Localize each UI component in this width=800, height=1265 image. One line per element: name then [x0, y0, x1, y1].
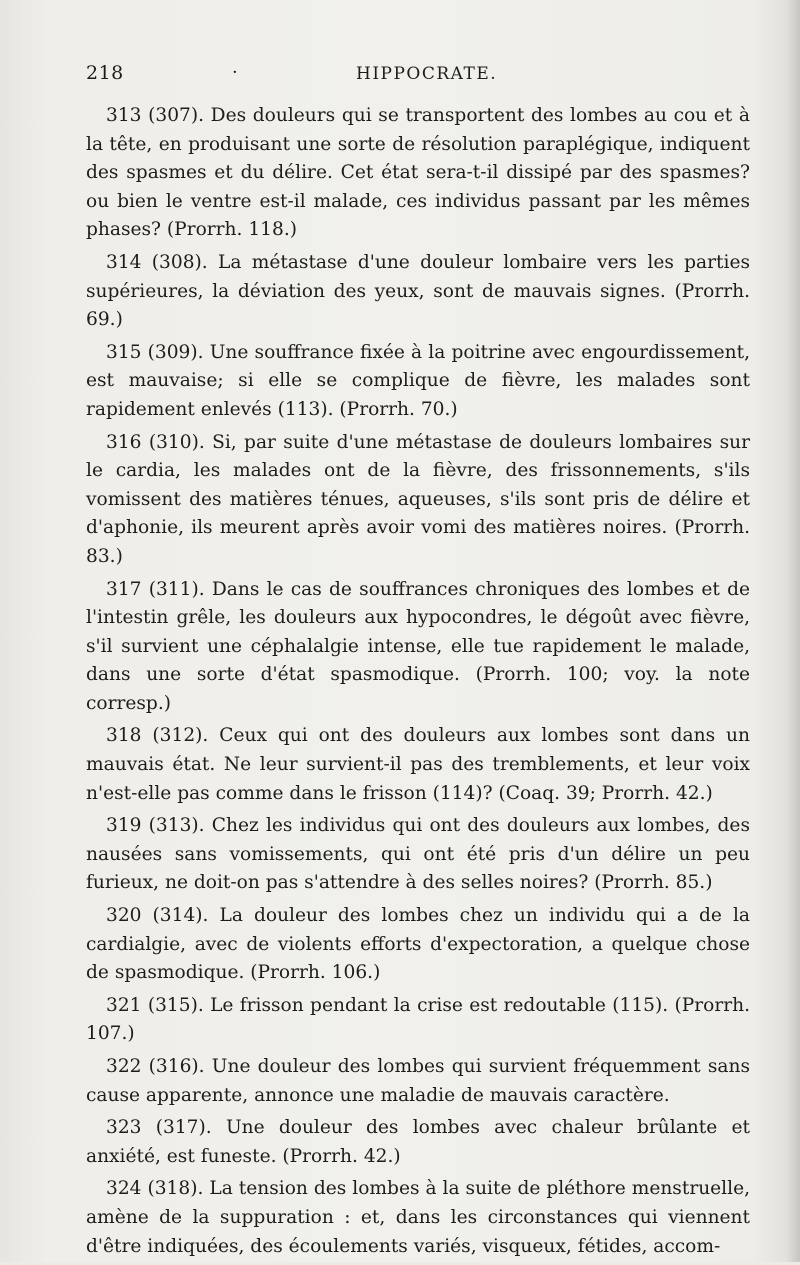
aphorism-number: 315 (309). [106, 341, 204, 363]
aphorism-text: Une douleur des lombes qui survient fréquemment sans cause apparente, annonce une maladie de mauvais caractère. [86, 1056, 750, 1106]
aphorism-number: 321 (315). [106, 994, 204, 1016]
aphorism-text: La tension des lombes à la suite de pléthore menstruelle, amène de la suppuration : et, dans les circonstances qui viennent d'être indiquées, des écoulements variés, visqueux, fétides, accom- [86, 1178, 750, 1257]
aphorism-number: 313 (307). [106, 105, 205, 126]
aphorism-text: Si, par suite d'une métastase de douleurs lombaires sur le cardia, les malades ont de la fièvre, des frissonnements, s'ils vomissent des matières ténues, aqueuses, s'ils sont pris de délire et d'aphonie, ils meurent après avoir vomi des matières noires. (Prorrh. 83.) [86, 431, 750, 567]
aphorism-319 [86, 812, 750, 898]
aphorism-number: 319 (313). [106, 815, 205, 837]
running-title: HIPPOCRATE. [356, 64, 498, 84]
running-head [86, 62, 750, 88]
aphorism-321 [86, 992, 750, 1049]
aphorism-text: Une souffrance fixée à la poitrine avec engourdissement, est mauvaise; si elle se complique de fièvre, les malades sont rapidement enlevés (113). (Prorrh. 70.) [86, 341, 751, 420]
aphorism-322 [86, 1053, 750, 1110]
aphorism-313 [86, 102, 750, 245]
aphorism-number: 324 (318). [106, 1178, 204, 1200]
aphorism-number: 317 (311). [106, 578, 205, 600]
aphorism-text: Le frisson pendant la crise est redoutable (115). (Prorrh. 107.) [86, 994, 750, 1045]
body-text [86, 102, 750, 1265]
aphorism-text: Des douleurs qui se transportent des lombes au cou et à la tête, en produisant une sorte de résolution paraplégique, indiquent des spasmes et du délire. Cet état sera-t-il dissipé par des spasmes? ou bien le ventre est-il malade, ces individus passant par les mêmes phases? (Prorrh. 118.) [86, 105, 750, 241]
aphorism-316 [86, 429, 750, 572]
aphorism-315 [86, 339, 750, 425]
aphorism-number: 316 (310). [106, 431, 205, 453]
header-separator: · [232, 62, 238, 83]
page-number: 218 [86, 62, 124, 84]
aphorism-323 [86, 1114, 750, 1171]
aphorism-text: Une douleur des lombes avec chaleur brûlante et anxiété, est funeste. (Prorrh. 42.) [86, 1117, 750, 1167]
aphorism-text: Ceux qui ont des douleurs aux lombes sont dans un mauvais état. Ne leur survient-il pas des tremblements, et leur voix n'est-elle pas comme dans le frisson (114)? (Coaq. 39; Prorrh. 42.) [86, 725, 750, 804]
aphorism-318 [86, 722, 750, 808]
aphorism-number: 323 (317). [106, 1117, 212, 1139]
aphorism-number: 318 (312). [106, 725, 209, 747]
aphorism-text: Dans le cas de souffrances chroniques des lombes et de l'intestin grêle, les douleurs aux hypocondres, le dégoût avec fièvre, s'il survient une céphalalgie intense, elle tue rapidement le malade, dans une sorte d'état spasmodique. (Prorrh. 100; voy. la note corresp.) [86, 578, 750, 714]
aphorism-317 [86, 576, 750, 719]
aphorism-314 [86, 249, 750, 335]
aphorism-324 [86, 1175, 750, 1261]
aphorism-number: 322 (316). [106, 1056, 205, 1077]
page-edge-shadow [786, 0, 800, 1262]
aphorism-text: La douleur des lombes chez un individu qui a de la cardialgie, avec de violents efforts d'expectoration, a quelque chose de spasmodique. (Prorrh. 106.) [86, 905, 750, 984]
aphorism-320 [86, 902, 750, 988]
aphorism-text: La métastase d'une douleur lombaire vers les parties supérieures, la déviation des yeux, sont de mauvais signes. (Prorrh. 69.) [86, 251, 750, 331]
aphorism-text: Chez les individus qui ont des douleurs aux lombes, des nausées sans vomissements, qui ont été pris d'un délire un peu furieux, ne doit-on pas s'attendre à des selles noires? (Prorrh. 85.) [86, 815, 750, 894]
aphorism-number: 320 (314). [106, 905, 209, 927]
aphorism-number: 314 (308). [106, 251, 208, 273]
